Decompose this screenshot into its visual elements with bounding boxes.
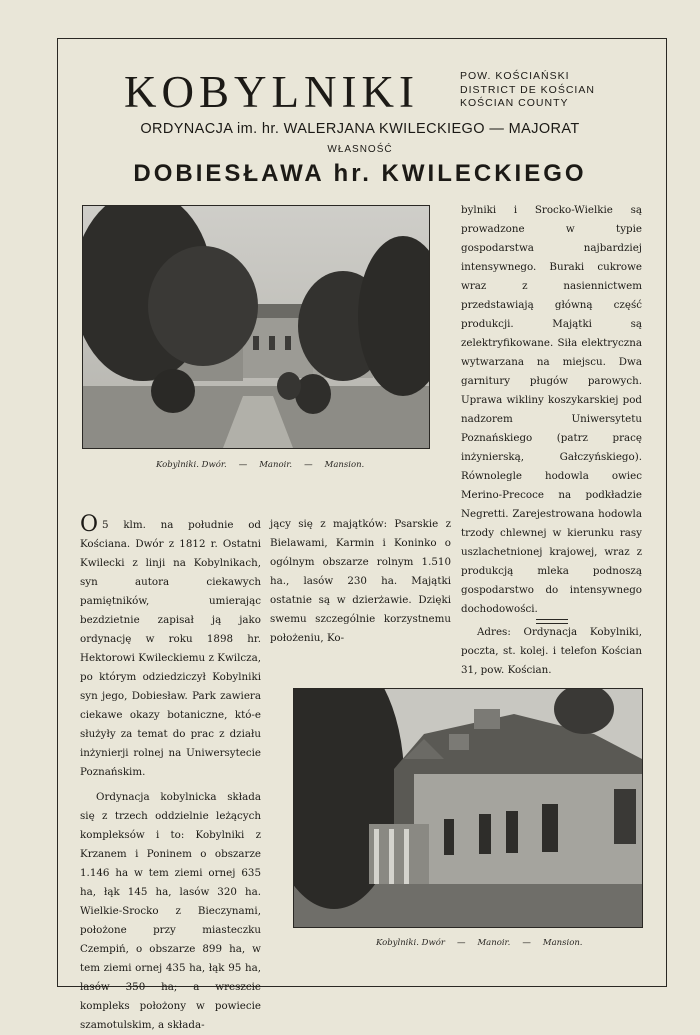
middle-column-text: jący się z majątków: Psarskie z Bielawami, Karmin i Koninko o ogólnym obszarze rolnym 1.510 ha., lasów 230 ha. Majątki ostatnie są w dzierżawie. Dzięki swemu szczególnie korzystnemu położeniu, Ko- [270,518,451,644]
page-title: KOBYLNIKI [124,67,419,117]
caption-polish: Kobylniki. Dwór [376,938,445,948]
caption-dash: — [238,460,248,470]
top-photo-caption [150,460,370,470]
caption-french: Manoir. [477,938,511,948]
caption-english: Mansion. [542,938,583,948]
manor-side-photo [293,688,643,928]
caption-dash: — [456,938,466,948]
ownership-label: WŁASNOŚĆ [327,144,393,155]
caption-french: Manoir. [259,460,293,470]
manor-front-photo [82,205,430,449]
paragraph: bylniki i Srocko-Wielkie są prowadzone w typie gospodarstwa najbardziej intensywnego. Buraki cukrowe wraz z nasiennictwem przedstawiają główną część produkcji. Majątki są zelektryfikowane. Siła elektryczna wytwarzana na miejscu. Dwa garnitury pługów parowych. Uprawa wikliny koszykarskiej pod nadzorem Uniwersytetu Poznańskiego (patrz pracę inżynierską, Gałczyńskiego). Równolegle hodowla owiec Merino-Precoce na podkładzie Negretti. Zarejestrowana hodowla trzody chlewnej w kierunku rasy uszlachetnionej krajowej, wraz z produkcją mleka podnoszą gospodarstwo do intensywnego dochodowości. [461,204,642,615]
bottom-photo-caption [370,938,589,948]
right-column-text [461,201,642,680]
caption-dash: — [522,938,531,948]
caption-polish: Kobylniki. Dwór. [156,460,227,470]
left-column-text [80,512,261,1035]
intro-paragraph [80,512,261,782]
section-rule [536,619,568,624]
county-line-polish: POW. KOŚCIAŃSKI [460,70,570,82]
owner-name: DOBIESŁAWA hr. KWILECKIEGO [133,160,587,187]
dropcap: O [80,512,99,537]
county-line-french: DISTRICT DE KOŚCIAN [460,83,595,96]
intro-text: 5 klm. na południe od Kościana. Dwór z 1812 r. Ostatni Kwilecki z linji na Kobylnikach, syn autora ciekawych pamiętników, umierając bezdzietnie zapisał ją jako ordynację w roku 1898 hr. Hektorowi Kwileckiemu z Kwilcza, po którym odziedziczył Kobylniki syn jego, Dobiesław. Park zawiera ciekawe okazy botaniczne, któ-e służyły za temat do prac z działu inżynierji rolnej na Uniwersytecie Poznańskim. [80,519,261,778]
address-paragraph: Adres: Ordynacja Kobylniki, poczta, st. kolej. i telefon Kościan 31, pow. Kościan. [461,626,642,676]
caption-dash: — [304,460,313,470]
caption-english: Mansion. [324,460,365,470]
county-label [460,70,595,111]
estate-paragraph: Ordynacja kobylnicka składa się z trzech oddzielnie leżących kompleksów i to: Kobylniki z Krzanem i Poninem o obszarze 1.146 ha w tem ziemi ornej 635 ha, łąk 145 ha, lasów 320 ha. Wielkie-Srocko z Bieczynami, położone przy miasteczku Czempiń, o obszarze 899 ha, w tem ziemi ornej 435 ha, łąk 95 ha, lasów 350 ha; a wreszcie kompleks położony w powiecie szamotulskim, a składa- [80,791,261,1031]
county-line-english: KOŚCIAN COUNTY [460,97,569,109]
subtitle: ORDYNACJA im. hr. WALERJANA KWILECKIEGO — MAJORAT [140,121,580,137]
